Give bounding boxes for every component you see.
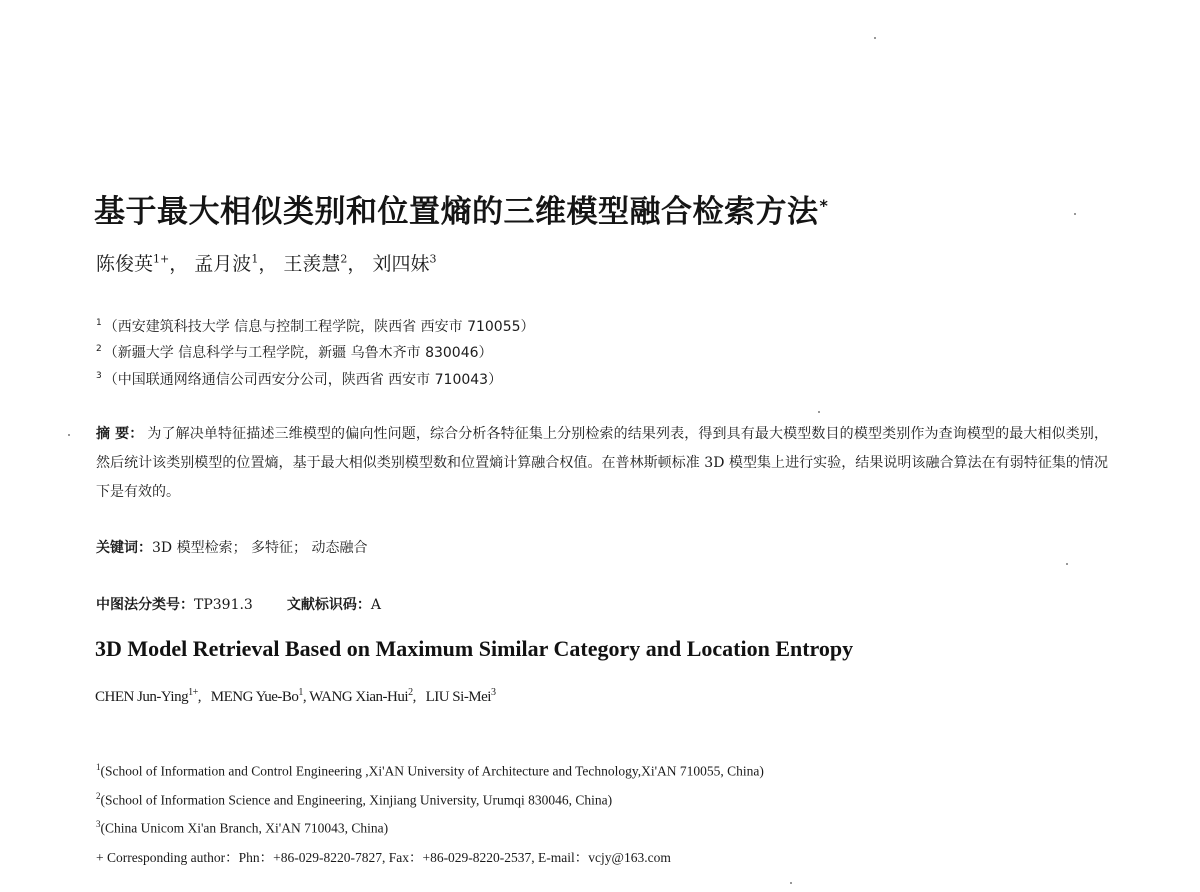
author-en: [309, 689, 425, 705]
classification: [96, 594, 381, 614]
author-zh: [194, 253, 277, 275]
scan-speck: [1074, 213, 1076, 215]
author-zh-name: 孟月波: [194, 253, 252, 275]
affiliation-zh: [96, 342, 493, 362]
affiliation-zh-text: （新疆大学 信息科学与工程学院，新疆 乌鲁木齐市 830046）: [103, 345, 493, 361]
author-en-sup: 2: [408, 687, 413, 698]
author-zh-sep: ，: [169, 253, 189, 275]
affiliation-en-sup: 2: [96, 791, 101, 801]
affiliation-zh: [96, 316, 535, 336]
author-zh-sup: 1: [251, 252, 259, 266]
author-en-sup: 3: [490, 687, 496, 698]
paper-title-en: 3D Model Retrieval Based on Maximum Similar Category and Location Entropy: [95, 636, 854, 661]
author-zh-sep: ，: [258, 253, 278, 275]
author-zh-sup: 2: [340, 252, 348, 266]
author-zh-sup: 1+: [153, 252, 170, 266]
author-en: [426, 689, 496, 705]
affiliation-en-text: (School of Information and Control Engineering ,Xi'AN University of Architecture and Technology,Xi'AN 710055, China): [100, 763, 764, 779]
abstract: [96, 420, 1108, 507]
author-en-name: WANG Xian-Hui: [309, 689, 409, 705]
affiliation-zh-sup: 2: [96, 344, 102, 355]
affiliation-en-text: (School of Information Science and Engineering, Xinjiang University, Urumqi 830046, China): [100, 792, 613, 808]
scan-speck: [1066, 563, 1068, 565]
author-zh-sep: ，: [347, 253, 367, 275]
affiliation-zh-sup: 3: [96, 371, 102, 382]
keywords-text: 3D 模型检索； 多特征； 动态融合: [152, 540, 368, 556]
doc-code-label: 文献标识码：: [286, 597, 371, 613]
author-zh-name: 陈俊英: [96, 253, 154, 275]
author-zh-name: 王羡慧: [283, 253, 341, 275]
title-footnote-mark: *: [819, 195, 829, 215]
author-zh: [96, 253, 188, 275]
affiliation-en: [96, 791, 612, 809]
corresponding-author: + Corresponding author：Phn：+86-029-8220-7827, Fax：+86-029-8220-2537, E-mail：vcjy@163.com: [96, 850, 671, 865]
affiliation-zh-sup: 1: [96, 318, 102, 329]
clc-label: 中图法分类号：: [96, 597, 194, 613]
author-en-sup: 1: [298, 687, 303, 698]
scan-speck: [818, 411, 820, 413]
paper-title-zh-text: 基于最大相似类别和位置熵的三维模型融合检索方法: [94, 194, 819, 230]
paper-title-zh: [94, 186, 828, 231]
affiliation-en-sup: 3: [96, 819, 101, 829]
affiliation-en: [96, 762, 764, 780]
author-en: [95, 689, 211, 705]
abstract-text: 为了解决单特征描述三维模型的偏向性问题，综合分析各特征集上分别检索的结果列表，得到具有最大模型数目的模型类别作为查询模型的最大相似类别，然后统计该类别模型的位置熵，基于最大相似类别模型数和位置熵计算融合权值。在普林斯顿标准 3D 模型集上进行实验，结果说明该融合算法在有弱特征集的情况下是有效的。: [96, 426, 1108, 500]
author-en-name: LIU Si-Mei: [425, 689, 491, 705]
affiliation-zh: [96, 369, 502, 389]
author-zh-sup: 3: [429, 252, 437, 266]
author-zh: [283, 253, 366, 275]
clc-value: TP391.3: [194, 597, 253, 613]
scan-speck: [874, 37, 876, 39]
authors-en: [95, 687, 495, 706]
author-en-name: MENG Yue-Bo: [210, 689, 299, 705]
author-en-sep: ,: [197, 689, 211, 705]
keywords: [96, 537, 367, 557]
author-en-sep: ,: [302, 689, 310, 705]
affiliation-zh-text: （西安建筑科技大学 信息与控制工程学院，陕西省 西安市 710055）: [103, 319, 535, 335]
keywords-label: 关键词：: [96, 540, 152, 556]
affiliation-en-sup: 1: [96, 762, 101, 772]
author-en-sep: ,: [412, 689, 426, 705]
author-zh: [372, 253, 436, 275]
author-en-name: CHEN Jun-Ying: [95, 689, 189, 705]
scan-speck: [790, 882, 792, 884]
author-en-sup: 1+: [188, 687, 198, 698]
authors-zh: [96, 249, 436, 276]
affiliation-en: [96, 819, 388, 837]
abstract-label: 摘 要：: [96, 426, 144, 442]
author-zh-name: 刘四妹: [372, 253, 430, 275]
doc-code-value: A: [370, 597, 381, 613]
scan-speck: [68, 434, 70, 436]
author-en: [211, 689, 309, 705]
affiliation-en-text: (China Unicom Xi'an Branch, Xi'AN 710043, China): [100, 820, 389, 836]
affiliation-zh-text: （中国联通网络通信公司西安分公司，陕西省 西安市 710043）: [103, 372, 503, 388]
